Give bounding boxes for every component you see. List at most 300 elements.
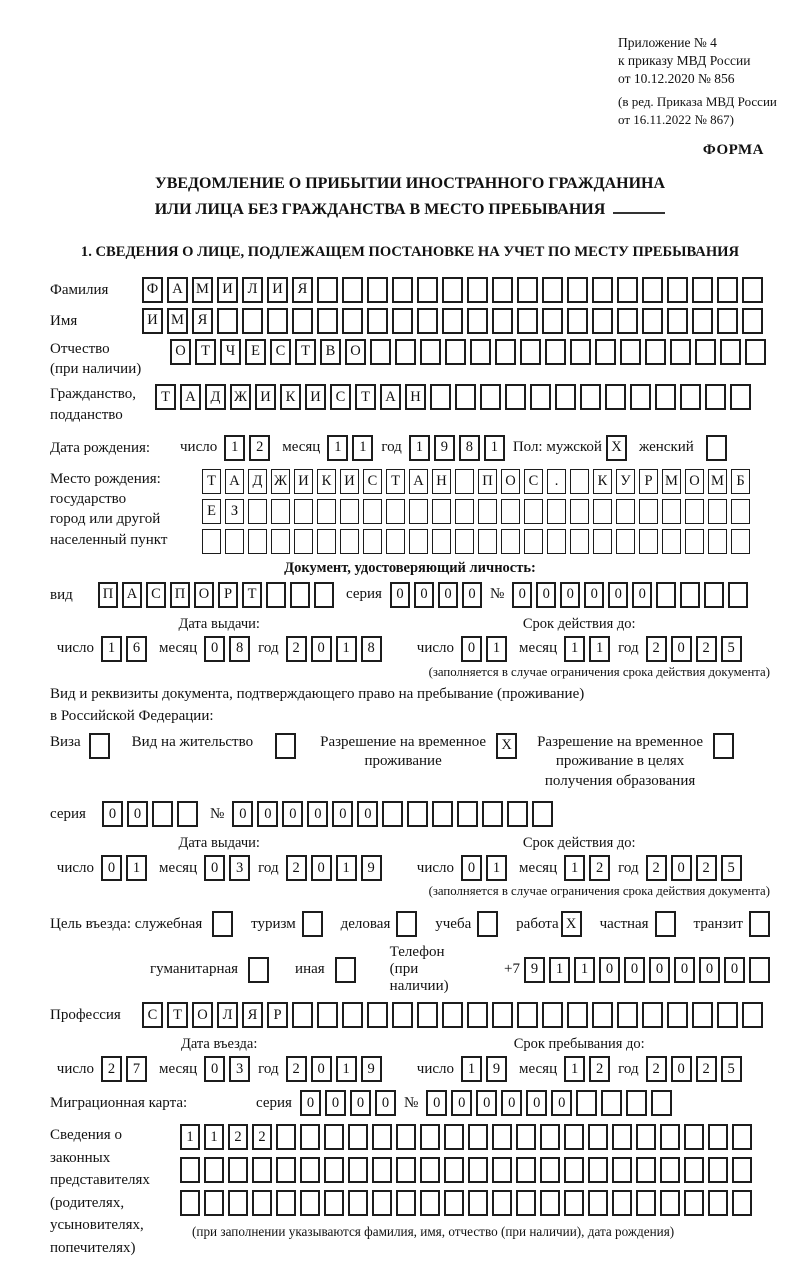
char-box[interactable] <box>292 1002 313 1028</box>
identity-valid-month-boxes[interactable] <box>564 636 610 662</box>
char-box[interactable]: Т <box>355 384 376 410</box>
char-box[interactable] <box>386 499 405 524</box>
char-box[interactable]: 2 <box>696 636 717 662</box>
char-box[interactable]: 0 <box>501 1090 522 1116</box>
char-box[interactable]: 0 <box>476 1090 497 1116</box>
char-box[interactable] <box>202 529 221 554</box>
char-box[interactable]: 1 <box>224 435 245 461</box>
char-box[interactable] <box>595 339 616 365</box>
temp-residence-edu-checkbox[interactable] <box>713 733 734 759</box>
char-box[interactable]: С <box>270 339 291 365</box>
char-box[interactable]: 9 <box>361 855 382 881</box>
patronymic-boxes[interactable] <box>170 339 766 365</box>
char-box[interactable]: С <box>363 469 382 494</box>
char-box[interactable] <box>580 384 601 410</box>
char-box[interactable]: 0 <box>325 1090 346 1116</box>
char-box[interactable]: М <box>167 308 188 334</box>
char-box[interactable]: 1 <box>486 855 507 881</box>
char-box[interactable]: 2 <box>286 1056 307 1082</box>
char-box[interactable]: 2 <box>646 1056 667 1082</box>
char-box[interactable] <box>630 384 651 410</box>
char-box[interactable] <box>340 499 359 524</box>
char-box[interactable]: А <box>380 384 401 410</box>
char-box[interactable]: 9 <box>524 957 545 983</box>
char-box[interactable] <box>492 1002 513 1028</box>
char-box[interactable]: 0 <box>608 582 628 608</box>
char-box[interactable] <box>468 1124 488 1150</box>
char-box[interactable] <box>445 339 466 365</box>
char-box[interactable]: 1 <box>574 957 595 983</box>
char-box[interactable] <box>348 1190 368 1216</box>
char-box[interactable]: 8 <box>229 636 250 662</box>
char-box[interactable] <box>420 1157 440 1183</box>
char-box[interactable]: 0 <box>461 636 482 662</box>
char-box[interactable] <box>692 1002 713 1028</box>
char-box[interactable]: 0 <box>649 957 670 983</box>
char-box[interactable] <box>662 499 681 524</box>
char-box[interactable]: 2 <box>589 855 610 881</box>
char-box[interactable] <box>645 339 666 365</box>
identity-kind-boxes[interactable] <box>98 582 334 608</box>
char-box[interactable] <box>225 529 244 554</box>
char-box[interactable] <box>276 1124 296 1150</box>
purpose-work-checkbox[interactable]: X <box>561 911 582 937</box>
char-box[interactable]: 5 <box>721 636 742 662</box>
char-box[interactable] <box>294 529 313 554</box>
char-box[interactable]: 0 <box>204 855 225 881</box>
char-box[interactable]: 0 <box>462 582 482 608</box>
char-box[interactable] <box>555 384 576 410</box>
char-box[interactable] <box>567 308 588 334</box>
char-box[interactable] <box>252 1190 272 1216</box>
char-box[interactable] <box>524 499 543 524</box>
surname-boxes[interactable] <box>142 277 763 303</box>
char-box[interactable]: 1 <box>564 855 585 881</box>
char-box[interactable] <box>576 1090 597 1116</box>
char-box[interactable] <box>717 308 738 334</box>
char-box[interactable]: 7 <box>126 1056 147 1082</box>
char-box[interactable]: 2 <box>249 435 270 461</box>
char-box[interactable]: М <box>708 469 727 494</box>
char-box[interactable] <box>467 1002 488 1028</box>
identity-issue-month-boxes[interactable] <box>204 636 250 662</box>
char-box[interactable] <box>720 339 741 365</box>
char-box[interactable] <box>742 308 763 334</box>
char-box[interactable]: П <box>478 469 497 494</box>
entry-year-boxes[interactable] <box>286 1056 382 1082</box>
char-box[interactable] <box>731 529 750 554</box>
purpose-humanitarian-checkbox[interactable] <box>248 957 269 983</box>
residence-issue-day-boxes[interactable] <box>101 855 147 881</box>
char-box[interactable]: С <box>330 384 351 410</box>
char-box[interactable] <box>742 1002 763 1028</box>
char-box[interactable]: 0 <box>204 1056 225 1082</box>
char-box[interactable] <box>708 1157 728 1183</box>
char-box[interactable] <box>612 1157 632 1183</box>
char-box[interactable]: 0 <box>451 1090 472 1116</box>
char-box[interactable] <box>317 277 338 303</box>
char-box[interactable]: К <box>317 469 336 494</box>
char-box[interactable] <box>248 529 267 554</box>
identity-issue-year-boxes[interactable] <box>286 636 382 662</box>
sex-male-checkbox[interactable]: X <box>606 435 627 461</box>
char-box[interactable] <box>540 1190 560 1216</box>
char-box[interactable]: 0 <box>624 957 645 983</box>
representatives-boxes-row2[interactable] <box>180 1157 752 1183</box>
char-box[interactable] <box>547 499 566 524</box>
char-box[interactable] <box>639 529 658 554</box>
char-box[interactable]: 0 <box>307 801 328 827</box>
char-box[interactable] <box>517 308 538 334</box>
char-box[interactable]: 0 <box>300 1090 321 1116</box>
char-box[interactable] <box>430 384 451 410</box>
char-box[interactable]: Т <box>386 469 405 494</box>
char-box[interactable] <box>370 339 391 365</box>
char-box[interactable] <box>442 308 463 334</box>
residence-number-boxes[interactable] <box>232 801 553 827</box>
char-box[interactable] <box>660 1124 680 1150</box>
char-box[interactable] <box>455 469 474 494</box>
char-box[interactable] <box>612 1190 632 1216</box>
char-box[interactable]: Р <box>218 582 238 608</box>
char-box[interactable]: 5 <box>721 855 742 881</box>
char-box[interactable] <box>382 801 403 827</box>
char-box[interactable]: О <box>685 469 704 494</box>
char-box[interactable] <box>517 277 538 303</box>
char-box[interactable]: 0 <box>101 855 122 881</box>
char-box[interactable]: П <box>170 582 190 608</box>
char-box[interactable] <box>642 1002 663 1028</box>
char-box[interactable] <box>651 1090 672 1116</box>
char-box[interactable]: 1 <box>461 1056 482 1082</box>
char-box[interactable] <box>470 339 491 365</box>
char-box[interactable] <box>517 1002 538 1028</box>
purpose-business-checkbox[interactable] <box>396 911 417 937</box>
char-box[interactable] <box>442 277 463 303</box>
char-box[interactable]: 2 <box>286 636 307 662</box>
birth-month-boxes[interactable] <box>327 435 373 461</box>
given-name-boxes[interactable] <box>142 308 763 334</box>
identity-valid-day-boxes[interactable] <box>461 636 507 662</box>
char-box[interactable]: 0 <box>512 582 532 608</box>
char-box[interactable] <box>467 277 488 303</box>
char-box[interactable] <box>342 277 363 303</box>
char-box[interactable]: 0 <box>599 957 620 983</box>
char-box[interactable] <box>348 1124 368 1150</box>
char-box[interactable] <box>457 801 478 827</box>
char-box[interactable]: Я <box>192 308 213 334</box>
char-box[interactable] <box>532 801 553 827</box>
char-box[interactable] <box>317 499 336 524</box>
char-box[interactable] <box>684 1190 704 1216</box>
char-box[interactable] <box>567 277 588 303</box>
purpose-official-checkbox[interactable] <box>212 911 233 937</box>
char-box[interactable] <box>642 277 663 303</box>
purpose-study-checkbox[interactable] <box>477 911 498 937</box>
char-box[interactable] <box>616 499 635 524</box>
char-box[interactable] <box>667 277 688 303</box>
char-box[interactable] <box>705 384 726 410</box>
char-box[interactable] <box>372 1157 392 1183</box>
char-box[interactable]: 1 <box>352 435 373 461</box>
char-box[interactable]: И <box>217 277 238 303</box>
birth-day-boxes[interactable] <box>224 435 270 461</box>
char-box[interactable]: Е <box>245 339 266 365</box>
char-box[interactable]: Т <box>295 339 316 365</box>
char-box[interactable]: А <box>122 582 142 608</box>
char-box[interactable] <box>605 384 626 410</box>
char-box[interactable]: А <box>167 277 188 303</box>
char-box[interactable] <box>626 1090 647 1116</box>
char-box[interactable]: А <box>225 469 244 494</box>
char-box[interactable]: 0 <box>526 1090 547 1116</box>
char-box[interactable]: С <box>146 582 166 608</box>
char-box[interactable] <box>617 1002 638 1028</box>
char-box[interactable] <box>636 1124 656 1150</box>
char-box[interactable] <box>271 499 290 524</box>
char-box[interactable] <box>717 1002 738 1028</box>
char-box[interactable] <box>656 582 676 608</box>
purpose-transit-checkbox[interactable] <box>749 911 770 937</box>
char-box[interactable]: 0 <box>102 801 123 827</box>
char-box[interactable] <box>685 529 704 554</box>
char-box[interactable] <box>367 308 388 334</box>
purpose-tourism-checkbox[interactable] <box>302 911 323 937</box>
char-box[interactable]: 1 <box>589 636 610 662</box>
char-box[interactable] <box>467 308 488 334</box>
char-box[interactable] <box>267 308 288 334</box>
char-box[interactable] <box>612 1124 632 1150</box>
char-box[interactable] <box>363 529 382 554</box>
char-box[interactable] <box>570 529 589 554</box>
char-box[interactable]: 2 <box>646 855 667 881</box>
char-box[interactable] <box>409 499 428 524</box>
char-box[interactable] <box>601 1090 622 1116</box>
char-box[interactable]: 0 <box>671 855 692 881</box>
char-box[interactable] <box>520 339 541 365</box>
char-box[interactable] <box>276 1157 296 1183</box>
char-box[interactable] <box>300 1157 320 1183</box>
char-box[interactable]: . <box>547 469 566 494</box>
char-box[interactable]: Д <box>205 384 226 410</box>
char-box[interactable] <box>728 582 748 608</box>
char-box[interactable]: Б <box>731 469 750 494</box>
identity-number-boxes[interactable] <box>512 582 748 608</box>
char-box[interactable] <box>317 1002 338 1028</box>
char-box[interactable] <box>567 1002 588 1028</box>
char-box[interactable]: 1 <box>564 636 585 662</box>
char-box[interactable] <box>266 582 286 608</box>
char-box[interactable] <box>409 529 428 554</box>
char-box[interactable] <box>252 1157 272 1183</box>
char-box[interactable] <box>660 1190 680 1216</box>
char-box[interactable] <box>592 1002 613 1028</box>
char-box[interactable] <box>372 1124 392 1150</box>
char-box[interactable]: 0 <box>282 801 303 827</box>
char-box[interactable]: 1 <box>336 636 357 662</box>
char-box[interactable]: З <box>225 499 244 524</box>
char-box[interactable] <box>540 1124 560 1150</box>
residence-valid-year-boxes[interactable] <box>646 855 742 881</box>
char-box[interactable]: Л <box>217 1002 238 1028</box>
char-box[interactable] <box>420 339 441 365</box>
char-box[interactable] <box>501 499 520 524</box>
char-box[interactable] <box>501 529 520 554</box>
char-box[interactable] <box>317 308 338 334</box>
char-box[interactable] <box>542 277 563 303</box>
char-box[interactable] <box>324 1124 344 1150</box>
char-box[interactable] <box>542 308 563 334</box>
char-box[interactable]: В <box>320 339 341 365</box>
char-box[interactable]: Р <box>639 469 658 494</box>
char-box[interactable]: 0 <box>560 582 580 608</box>
char-box[interactable] <box>593 529 612 554</box>
char-box[interactable]: И <box>294 469 313 494</box>
char-box[interactable]: П <box>98 582 118 608</box>
char-box[interactable] <box>667 308 688 334</box>
char-box[interactable] <box>444 1157 464 1183</box>
char-box[interactable]: 0 <box>311 636 332 662</box>
char-box[interactable]: Ж <box>271 469 290 494</box>
char-box[interactable]: 2 <box>696 1056 717 1082</box>
birthplace-boxes-row3[interactable] <box>202 529 750 554</box>
char-box[interactable] <box>217 308 238 334</box>
char-box[interactable]: 9 <box>486 1056 507 1082</box>
char-box[interactable] <box>271 529 290 554</box>
char-box[interactable]: Р <box>267 1002 288 1028</box>
char-box[interactable] <box>708 1124 728 1150</box>
char-box[interactable] <box>248 499 267 524</box>
char-box[interactable]: Н <box>405 384 426 410</box>
profession-boxes[interactable] <box>142 1002 763 1028</box>
entry-month-boxes[interactable] <box>204 1056 250 1082</box>
char-box[interactable]: 0 <box>350 1090 371 1116</box>
sex-female-checkbox[interactable] <box>706 435 727 461</box>
char-box[interactable]: О <box>194 582 214 608</box>
char-box[interactable]: С <box>524 469 543 494</box>
char-box[interactable]: 1 <box>564 1056 585 1082</box>
char-box[interactable] <box>324 1157 344 1183</box>
phone-boxes[interactable] <box>524 957 770 983</box>
char-box[interactable] <box>540 1157 560 1183</box>
char-box[interactable] <box>204 1190 224 1216</box>
char-box[interactable]: 0 <box>390 582 410 608</box>
char-box[interactable]: 0 <box>426 1090 447 1116</box>
char-box[interactable] <box>300 1124 320 1150</box>
char-box[interactable] <box>636 1157 656 1183</box>
char-box[interactable]: 0 <box>724 957 745 983</box>
residence-valid-day-boxes[interactable] <box>461 855 507 881</box>
migration-number-boxes[interactable] <box>426 1090 672 1116</box>
char-box[interactable] <box>444 1190 464 1216</box>
char-box[interactable]: 1 <box>336 1056 357 1082</box>
char-box[interactable] <box>420 1190 440 1216</box>
char-box[interactable] <box>417 1002 438 1028</box>
char-box[interactable] <box>636 1190 656 1216</box>
char-box[interactable] <box>367 277 388 303</box>
char-box[interactable]: С <box>142 1002 163 1028</box>
char-box[interactable] <box>455 529 474 554</box>
char-box[interactable] <box>290 582 310 608</box>
char-box[interactable] <box>670 339 691 365</box>
char-box[interactable]: И <box>305 384 326 410</box>
char-box[interactable] <box>324 1190 344 1216</box>
char-box[interactable] <box>432 499 451 524</box>
purpose-other-checkbox[interactable] <box>335 957 356 983</box>
identity-valid-year-boxes[interactable] <box>646 636 742 662</box>
char-box[interactable]: 0 <box>671 636 692 662</box>
char-box[interactable] <box>639 499 658 524</box>
char-box[interactable] <box>396 1190 416 1216</box>
residence-issue-year-boxes[interactable] <box>286 855 382 881</box>
char-box[interactable]: 1 <box>204 1124 224 1150</box>
char-box[interactable] <box>547 529 566 554</box>
char-box[interactable] <box>564 1190 584 1216</box>
char-box[interactable] <box>570 339 591 365</box>
purpose-private-checkbox[interactable] <box>655 911 676 937</box>
char-box[interactable] <box>432 801 453 827</box>
char-box[interactable]: Т <box>202 469 221 494</box>
char-box[interactable]: Д <box>248 469 267 494</box>
char-box[interactable]: Ж <box>230 384 251 410</box>
char-box[interactable]: 0 <box>584 582 604 608</box>
char-box[interactable]: 8 <box>361 636 382 662</box>
char-box[interactable] <box>363 499 382 524</box>
char-box[interactable]: 0 <box>332 801 353 827</box>
char-box[interactable]: К <box>280 384 301 410</box>
char-box[interactable] <box>372 1190 392 1216</box>
char-box[interactable] <box>180 1157 200 1183</box>
char-box[interactable] <box>317 529 336 554</box>
until-day-boxes[interactable] <box>461 1056 507 1082</box>
char-box[interactable]: 2 <box>252 1124 272 1150</box>
char-box[interactable] <box>655 384 676 410</box>
citizenship-boxes[interactable] <box>155 384 751 410</box>
char-box[interactable]: 0 <box>551 1090 572 1116</box>
char-box[interactable] <box>480 384 501 410</box>
char-box[interactable] <box>396 1157 416 1183</box>
char-box[interactable] <box>717 277 738 303</box>
char-box[interactable] <box>492 1190 512 1216</box>
char-box[interactable] <box>505 384 526 410</box>
char-box[interactable] <box>177 801 198 827</box>
until-month-boxes[interactable] <box>564 1056 610 1082</box>
char-box[interactable]: 0 <box>674 957 695 983</box>
char-box[interactable]: Ч <box>220 339 241 365</box>
char-box[interactable] <box>660 1157 680 1183</box>
char-box[interactable]: 0 <box>204 636 225 662</box>
char-box[interactable]: А <box>409 469 428 494</box>
char-box[interactable]: Т <box>167 1002 188 1028</box>
char-box[interactable] <box>468 1157 488 1183</box>
char-box[interactable] <box>492 1157 512 1183</box>
char-box[interactable] <box>593 499 612 524</box>
char-box[interactable]: 9 <box>434 435 455 461</box>
representatives-boxes-row1[interactable] <box>180 1124 752 1150</box>
char-box[interactable] <box>684 1157 704 1183</box>
char-box[interactable] <box>417 277 438 303</box>
char-box[interactable] <box>340 529 359 554</box>
char-box[interactable]: 0 <box>699 957 720 983</box>
char-box[interactable]: Л <box>242 277 263 303</box>
char-box[interactable]: 2 <box>646 636 667 662</box>
char-box[interactable] <box>731 499 750 524</box>
visa-checkbox[interactable] <box>89 733 110 759</box>
char-box[interactable]: 0 <box>127 801 148 827</box>
char-box[interactable] <box>685 499 704 524</box>
birthplace-boxes-row1[interactable] <box>202 469 750 494</box>
char-box[interactable] <box>495 339 516 365</box>
